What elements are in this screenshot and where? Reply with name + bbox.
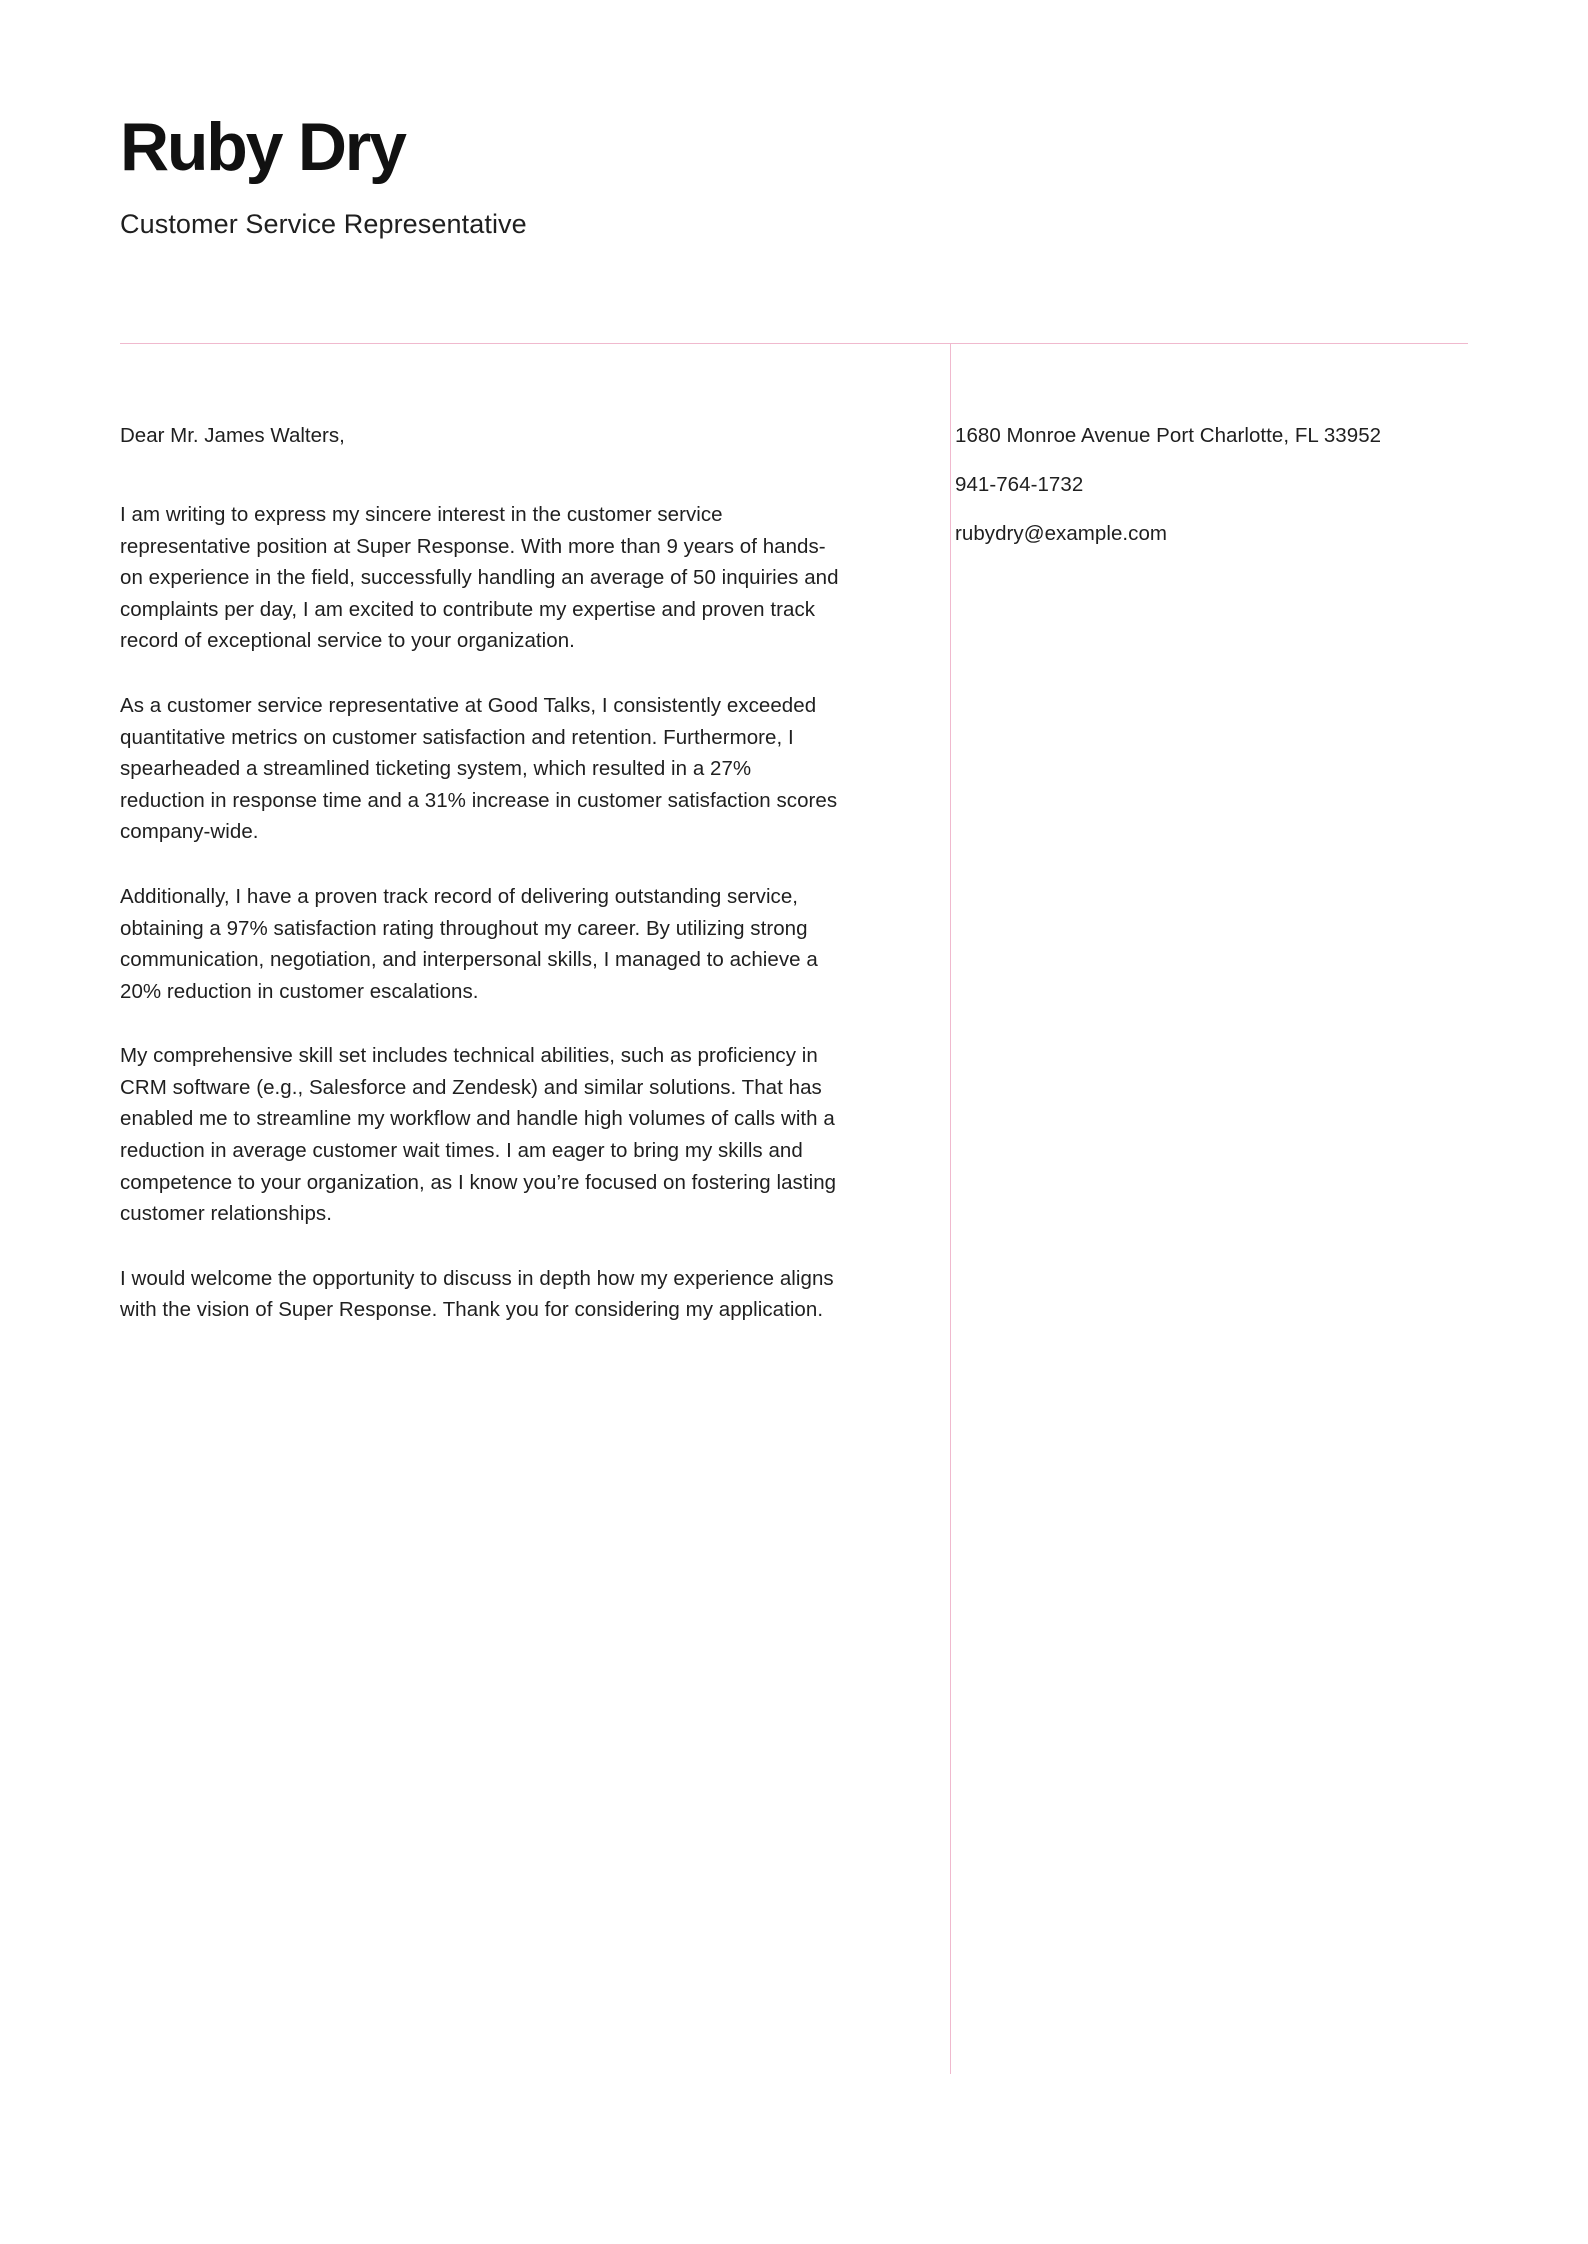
letter-paragraph: My comprehensive skill set includes technical abilities, such as proficiency in CRM software (e.g., Salesforce and Zendesk) and similar solutions. That has enabled me to streamline my workflow and handle high volumes of calls with a reduction in average customer wait times. I am eager to bring my skills and competence to your organization, as I know you’re focused on fostering lasting customer relationships. bbox=[120, 1044, 837, 1226]
document-header bbox=[120, 0, 1468, 240]
contact-phone: 941-764-1732 bbox=[955, 472, 1084, 496]
contact-email: rubydry@example.com bbox=[955, 521, 1168, 545]
letter-column bbox=[120, 344, 880, 1326]
letter-paragraph: I would welcome the opportunity to discuss in depth how my experience aligns with the vision of Super Response. Thank you for considering my application. bbox=[120, 1266, 834, 1322]
letter-paragraph: As a customer service representative at Good Talks, I consistently exceeded quantitative metrics on customer satisfaction and retention. Furthermore, I spearheaded a streamlined ticketing system, which resulted in a 27% reduction in response time and a 31% increase in customer satisfaction scores company-wide. bbox=[120, 693, 838, 844]
job-title: Customer Service Representative bbox=[120, 209, 527, 240]
vertical-divider bbox=[950, 344, 951, 2074]
letter-salutation: Dear Mr. James Walters, bbox=[120, 424, 345, 448]
letter-paragraph: Additionally, I have a proven track record of delivering outstanding service, obtaining a 97% satisfaction rating throughout my career. By utilizing strong communication, negotiation, and interpersonal skills, I managed to achieve a 20% reduction in customer escalations. bbox=[120, 884, 818, 1003]
page-title: Ruby Dry bbox=[120, 109, 405, 185]
letter-paragraph: I am writing to express my sincere interest in the customer service representative position at Super Response. With more than 9 years of hands-on experience in the field, successfully handling an average of 50 inquiries and complaints per day, I am excited to contribute my expertise and proven track record of exceptional service to your organization. bbox=[120, 502, 839, 653]
document-body bbox=[120, 344, 1468, 1326]
contact-address: 1680 Monroe Avenue Port Charlotte, FL 33952 bbox=[955, 424, 1382, 448]
contact-column bbox=[955, 344, 1435, 1326]
